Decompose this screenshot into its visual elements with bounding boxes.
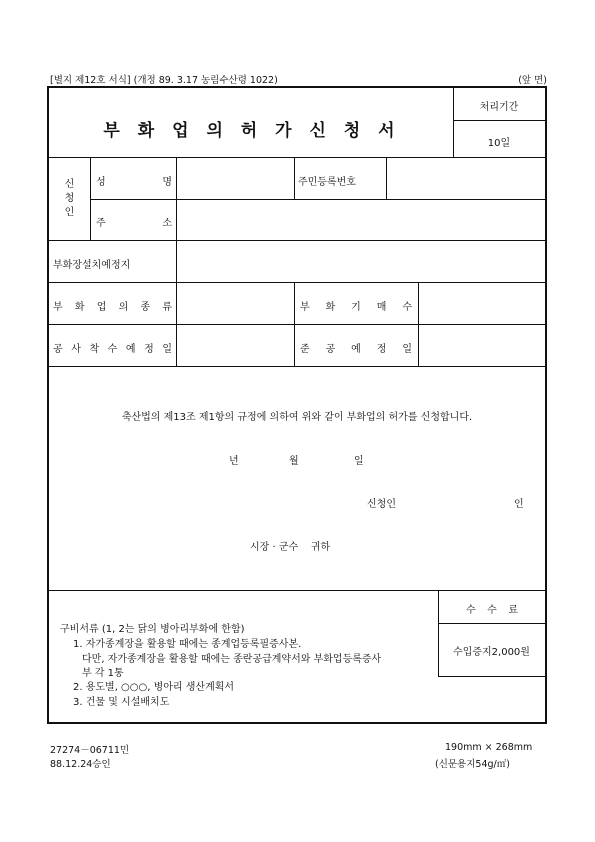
form-reference: [별지 제12호 서식] (개정 89. 3.17 농림수산령 1022) <box>50 75 278 86</box>
incubator-count-field[interactable] <box>418 282 545 324</box>
required-documents-heading: 구비서류 (1, 2는 닭의 병아리부화에 한함) <box>60 624 245 635</box>
resident-id-field[interactable] <box>386 157 545 199</box>
construction-start-label: 공 사 착 수 예 정 일 <box>53 344 172 355</box>
fee-value: 수입증지2,000원 <box>453 647 530 658</box>
business-type-field[interactable] <box>176 282 294 324</box>
processing-period-label: 처리기간 <box>479 102 519 113</box>
rule-applicant-group <box>90 157 91 240</box>
hatchery-location-label: 부화장설치예정지 <box>53 260 131 271</box>
address-field[interactable] <box>176 199 545 240</box>
business-type-label: 부 화 업 의 종 류 <box>53 302 172 313</box>
date-day-label: 일 <box>354 456 364 467</box>
application-statement: 축산법의 제13조 제1항의 규정에 의하여 위와 같이 부화업의 허가를 신청합니다. <box>121 412 473 423</box>
rule-statement-bottom <box>49 590 545 591</box>
signatory-label: 신청인 <box>367 499 396 510</box>
name-label: 성 명 <box>96 177 172 188</box>
seal-label: 인 <box>514 499 524 510</box>
document-item: 1. 자가종계장을 활용할 때에는 종계업등록필증사본. <box>73 639 302 650</box>
document-item: 2. 용도별, ○○○, 병아리 생산계획서 <box>73 682 235 693</box>
form-number: 27274－06711민 <box>50 745 130 756</box>
rule-fee-left <box>438 590 439 676</box>
applicant-group-label: 신 청 인 <box>64 179 75 218</box>
rule-processing-mid <box>453 120 545 121</box>
page-side-label: (앞 면) <box>518 75 547 86</box>
paper-size: 190mm × 268mm <box>445 742 533 753</box>
form-title: 부 화 업 의 허 가 신 청 서 <box>103 121 401 141</box>
date-month-label: 월 <box>289 456 299 467</box>
rule-fee-mid <box>438 623 545 624</box>
resident-id-label: 주민등록번호 <box>298 177 356 188</box>
fee-label: 수 수 료 <box>466 605 518 616</box>
document-item: 3. 건물 및 시설배치도 <box>73 697 170 708</box>
rule-right-label-left <box>294 282 295 366</box>
paper-type: (신문용지54g/㎡) <box>435 759 510 770</box>
address-label: 주 소 <box>96 218 172 229</box>
addressee: 시장 · 군수 귀하 <box>250 542 331 553</box>
completion-date-label: 준 공 예 정 일 <box>300 344 412 355</box>
rule-id-label-left <box>294 157 295 199</box>
hatchery-location-field[interactable] <box>176 240 545 282</box>
completion-date-field[interactable] <box>418 324 545 366</box>
rule-fee-bottom <box>438 676 545 677</box>
incubator-count-label: 부 화 기 매 수 <box>300 302 412 313</box>
document-item: 부 각 1통 <box>82 668 124 679</box>
construction-start-field[interactable] <box>176 324 294 366</box>
approval-date: 88.12.24승인 <box>50 759 111 770</box>
document-item: 다만, 자가종계장을 활용할 때에는 종란공급계약서와 부화업등록증사 <box>82 654 382 665</box>
rule-dates-bottom <box>49 366 545 367</box>
name-field[interactable] <box>176 157 294 199</box>
date-year-label: 년 <box>229 456 239 467</box>
processing-period-value: 10일 <box>487 138 511 149</box>
